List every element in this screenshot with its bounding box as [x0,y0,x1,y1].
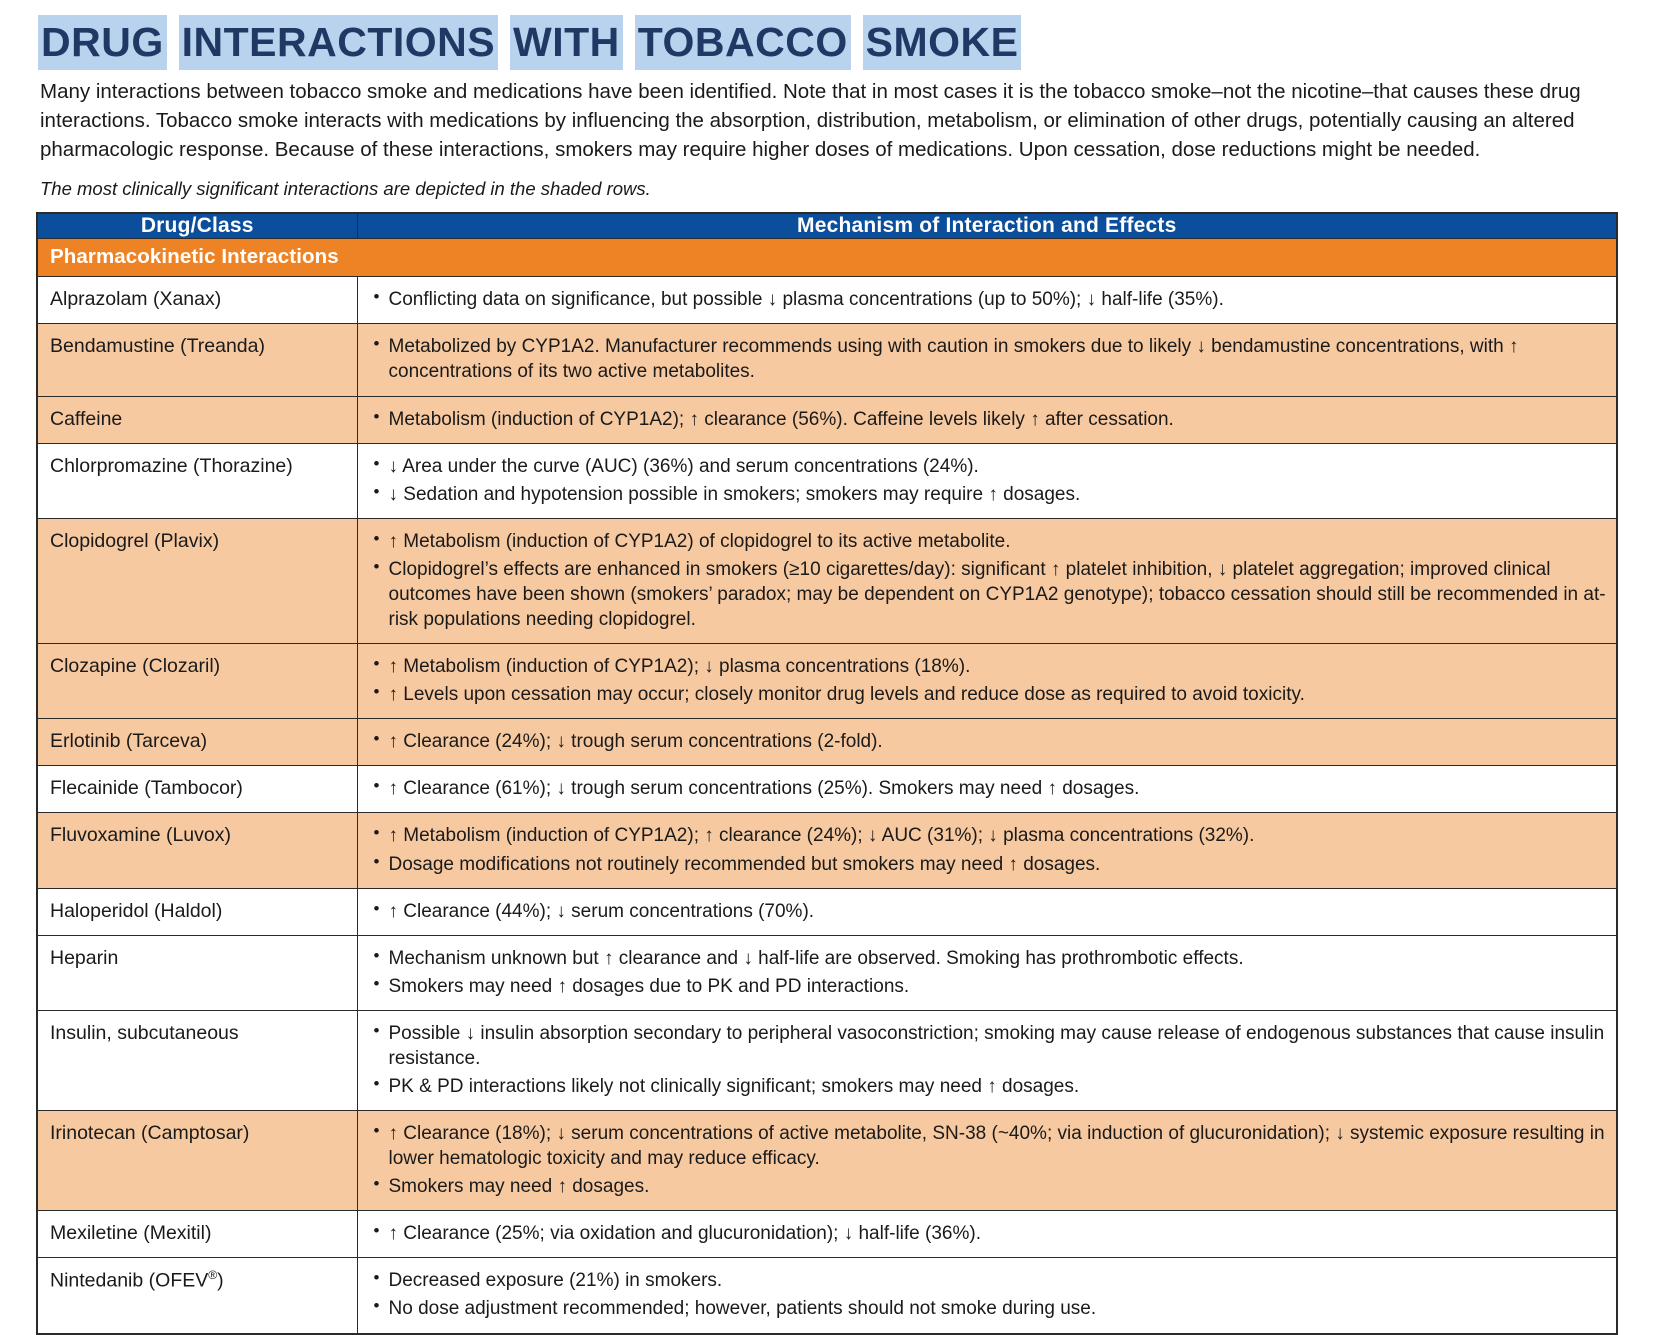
mechanism-cell [357,644,1617,719]
mechanism-bullet-list [374,776,1607,801]
mechanism-cell [357,1010,1617,1110]
drug-name-cell: Alprazolam (Xanax) [37,277,357,324]
mechanism-bullet: • Dosage modifications not routinely recommended but smokers may need ↑ dosages. [374,852,1607,877]
page-title [38,19,1617,65]
mechanism-bullet: • No dose adjustment recommended; however, patients should not smoke during use. [374,1296,1607,1321]
title-word-1: INTERACTIONS [179,15,499,70]
mechanism-bullet-list [374,454,1607,507]
table-row [37,1258,1617,1334]
mechanism-cell [357,518,1617,643]
table-header-row [37,213,1617,239]
mechanism-bullet: • ↓ Area under the curve (AUC) (36%) and serum concentrations (24%). [374,454,1607,479]
mechanism-bullet: • Metabolism (induction of CYP1A2); ↑ clearance (56%). Caffeine levels likely ↑ after cessation. [374,407,1607,432]
mechanism-bullet: • ↑ Metabolism (induction of CYP1A2) of clopidogrel to its active metabolite. [374,529,1607,554]
drug-name-cell: Bendamustine (Treanda) [37,324,357,396]
mechanism-cell [357,443,1617,518]
mechanism-cell [357,1211,1617,1258]
drug-name-cell: Clopidogrel (Plavix) [37,518,357,643]
mechanism-cell [357,766,1617,813]
title-word-3: TOBACCO [635,15,851,70]
mechanism-cell [357,396,1617,443]
mechanism-cell [357,719,1617,766]
mechanism-cell [357,277,1617,324]
drug-name-cell: Erlotinib (Tarceva) [37,719,357,766]
mechanism-bullet: • Smokers may need ↑ dosages. [374,1174,1607,1199]
mechanism-cell [357,813,1617,888]
mechanism-bullet-list [374,334,1607,384]
table-row [37,1111,1617,1211]
mechanism-cell [357,935,1617,1010]
mechanism-bullet-list [374,1268,1607,1321]
mechanism-bullet: • ↑ Metabolism (induction of CYP1A2); ↑ clearance (24%); ↓ AUC (31%); ↓ plasma concentrations (32%). [374,823,1607,848]
mechanism-bullet-list [374,946,1607,999]
table-row [37,443,1617,518]
mechanism-cell [357,1111,1617,1211]
mechanism-bullet-list [374,529,1607,632]
mechanism-bullet-list [374,654,1607,707]
mechanism-bullet: • ↓ Sedation and hypotension possible in smokers; smokers may require ↑ dosages. [374,482,1607,507]
registered-mark: ® [208,1268,218,1283]
mechanism-bullet: • Smokers may need ↑ dosages due to PK and PD interactions. [374,974,1607,999]
mechanism-cell [357,1258,1617,1334]
mechanism-bullet: • ↑ Metabolism (induction of CYP1A2); ↓ plasma concentrations (18%). [374,654,1607,679]
drug-name-cell: Nintedanib (OFEV®) [37,1258,357,1334]
table-row [37,766,1617,813]
drug-name-cell: Caffeine [37,396,357,443]
column-header-mechanism: Mechanism of Interaction and Effects [357,213,1617,239]
mechanism-bullet: • Possible ↓ insulin absorption secondary to peripheral vasoconstriction; smoking may cause release of endogenous substances that cause insulin resistance. [374,1021,1607,1071]
table-row [37,1010,1617,1110]
drug-interactions-table [36,212,1618,1334]
mechanism-bullet-list [374,729,1607,754]
table-row [37,396,1617,443]
drug-name-cell: Irinotecan (Camptosar) [37,1111,357,1211]
title-word-2: WITH [510,15,623,70]
mechanism-bullet: • ↑ Clearance (25%; via oxidation and glucuronidation); ↓ half-life (36%). [374,1221,1607,1246]
mechanism-bullet: • ↑ Clearance (18%); ↓ serum concentrations of active metabolite, SN-38 (~40%; via induction of glucuronidation); ↓ systemic exposure resulting in lower hematologic toxicity and may reduce efficacy. [374,1121,1607,1171]
table-row [37,888,1617,935]
table-row [37,518,1617,643]
table-row [37,719,1617,766]
drug-name-cell: Haloperidol (Haldol) [37,888,357,935]
mechanism-bullet-list [374,899,1607,924]
intro-paragraph: Many interactions between tobacco smoke and medications have been identified. Note that in most cases it is the tobacco smoke–not the nicotine–that causes these drug interactions. Tobacco smoke interacts with medications by influencing the absorption, distribution, metabolism, or elimination of other drugs, potentially causing an altered pharmacologic response. Because of these interactions, smokers may require higher doses of medications. Upon cessation, dose reductions might be needed. [40,80,1581,162]
table-row [37,277,1617,324]
mechanism-cell [357,324,1617,396]
table-section-label: Pharmacokinetic Interactions [37,239,1617,277]
drug-name-cell: Clozapine (Clozaril) [37,644,357,719]
drug-name-cell: Mexiletine (Mexitil) [37,1211,357,1258]
mechanism-bullet-list [374,407,1607,432]
mechanism-bullet-list [374,287,1607,312]
drug-name-cell: Fluvoxamine (Luvox) [37,813,357,888]
table-row [37,935,1617,1010]
mechanism-cell [357,888,1617,935]
table-row [37,1211,1617,1258]
drug-name-cell: Chlorpromazine (Thorazine) [37,443,357,518]
mechanism-bullet: • Decreased exposure (21%) in smokers. [374,1268,1607,1293]
mechanism-bullet: • Mechanism unknown but ↑ clearance and ↓ half-life are observed. Smoking has prothrombotic effects. [374,946,1607,971]
table-section-row [37,239,1617,277]
mechanism-bullet: • ↑ Levels upon cessation may occur; closely monitor drug levels and reduce dose as required to avoid toxicity. [374,682,1607,707]
mechanism-bullet: • ↑ Clearance (61%); ↓ trough serum concentrations (25%). Smokers may need ↑ dosages. [374,776,1607,801]
mechanism-bullet: • Conflicting data on significance, but possible ↓ plasma concentrations (up to 50%); ↓ half-life (35%). [374,287,1607,312]
drug-name-cell: Flecainide (Tambocor) [37,766,357,813]
table-row [37,813,1617,888]
mechanism-bullet: • Metabolized by CYP1A2. Manufacturer recommends using with caution in smokers due to likely ↓ bendamustine concentrations, with ↑ concentrations of its two active metabolites. [374,334,1607,384]
drug-name-cell: Heparin [37,935,357,1010]
mechanism-bullet: • PK & PD interactions likely not clinically significant; smokers may need ↑ dosages. [374,1074,1607,1099]
mechanism-bullet-list [374,1021,1607,1099]
table-row [37,324,1617,396]
mechanism-bullet-list [374,1121,1607,1199]
table-row [37,644,1617,719]
title-word-0: DRUG [38,15,167,70]
column-header-drug-class: Drug/Class [37,213,357,239]
shaded-rows-note: The most clinically significant interactions are depicted in the shaded rows. [40,178,651,200]
mechanism-bullet: • Clopidogrel’s effects are enhanced in smokers (≥10 cigarettes/day): significant ↑ platelet inhibition, ↓ platelet aggregation; improved clinical outcomes have been shown (smokers’ paradox; may be dependent on CYP1A2 genotype); tobacco cessation should still be recommended in at-risk populations needing clopidogrel. [374,557,1607,632]
mechanism-bullet-list [374,823,1607,876]
drug-name-cell: Insulin, subcutaneous [37,1010,357,1110]
mechanism-bullet-list [374,1221,1607,1246]
mechanism-bullet: • ↑ Clearance (24%); ↓ trough serum concentrations (2-fold). [374,729,1607,754]
table-body [37,239,1617,1334]
table-header [37,213,1617,239]
mechanism-bullet: • ↑ Clearance (44%); ↓ serum concentrations (70%). [374,899,1607,924]
title-word-4: SMOKE [863,15,1022,70]
